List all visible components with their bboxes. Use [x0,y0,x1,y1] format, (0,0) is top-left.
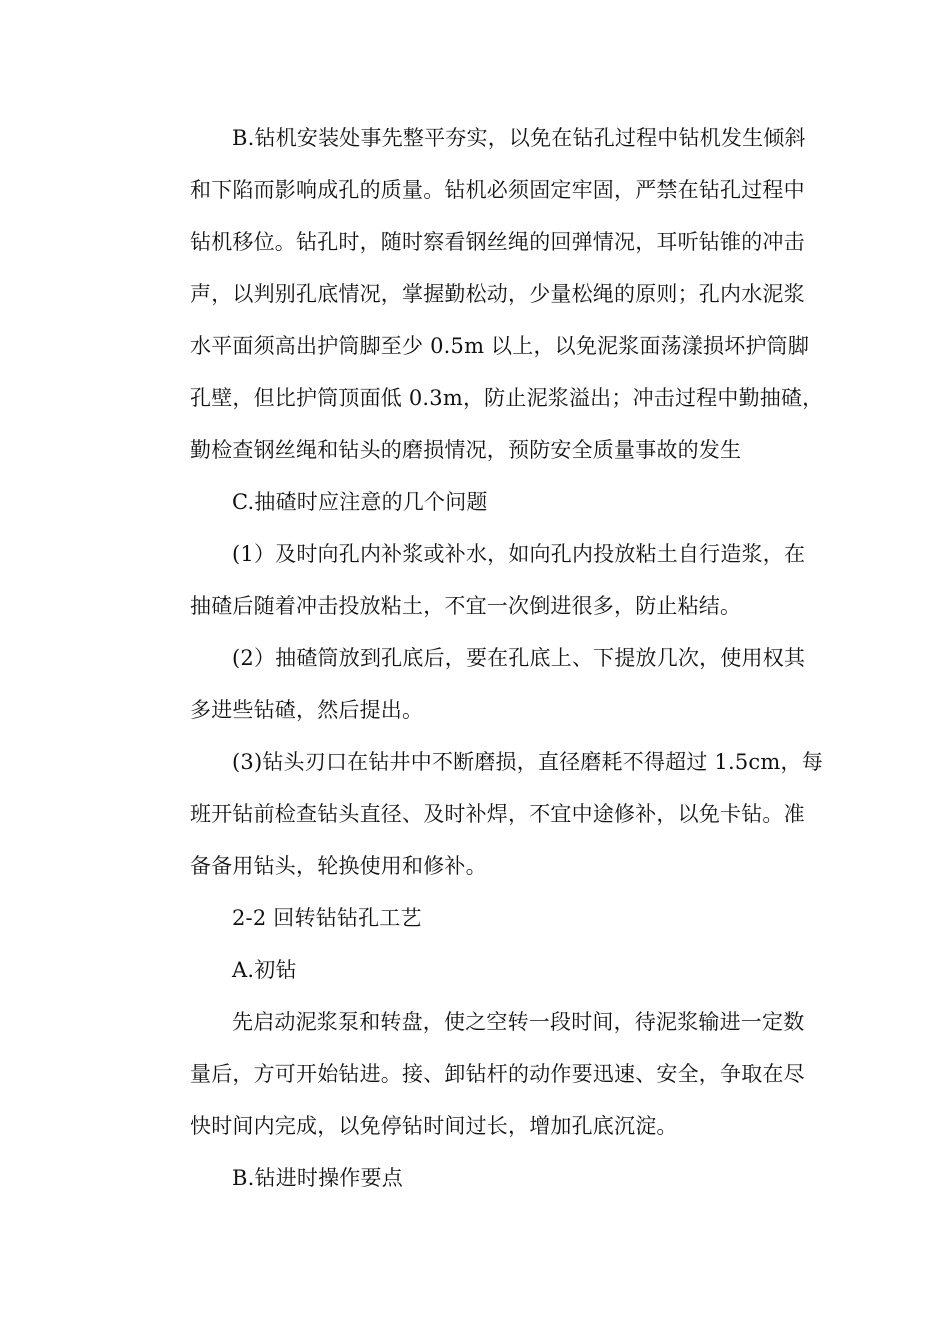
text-line: 孔壁，但比护筒顶面低 0.3m，防止泥浆溢出；冲击过程中勤抽碴， [190,386,824,410]
text-line: 班开钻前检查钻头直径、及时补焊，不宜中途修补，以免卡钻。准 [190,802,805,826]
text-line: 量后，方可开始钻进。接、卸钻杆的动作要迅速、安全，争取在尽 [190,1062,805,1086]
text-line: (3)钻头刃口在钻井中不断磨损，直径磨耗不得超过 1.5cm，每 [232,750,823,774]
heading-a-initial-drilling [148,944,800,996]
text-line: 和下陷而影响成孔的质量。钻机必须固定牢固，严禁在钻孔过程中 [190,178,805,202]
text-line: B.钻进时操作要点 [232,1166,403,1190]
text-line: 勤检查钢丝绳和钻头的磨损情况，预防安全质量事故的发生 [190,438,742,462]
heading-c-slag-removal [148,476,800,528]
text-line: 备备用钻头，轮换使用和修补。 [190,854,487,878]
text-line: 钻机移位。钻孔时，随时察看钢丝绳的回弹情况，耳听钻锥的冲击 [190,230,805,254]
text-line: 水平面须高出护筒脚至少 0.5m 以上，以免泥浆面荡漾损坏护筒脚 [190,334,810,358]
paragraph-item-1 [148,528,806,632]
text-line: (2）抽碴筒放到孔底后，要在孔底上、下提放几次，使用权其 [232,646,806,670]
text-line: 声，以判别孔底情况，掌握勤松动，少量松绳的原则；孔内水泥浆 [190,282,805,306]
text-line: 先启动泥浆泵和转盘，使之空转一段时间，待泥浆输进一定数 [232,1010,805,1034]
document-body [148,112,824,1204]
heading-b-drilling-key-points [148,1152,800,1204]
heading-rotary-drilling-process [148,892,800,944]
paragraph-item-2 [148,632,806,736]
text-line: C.抽碴时应注意的几个问题 [232,490,488,514]
paragraph-b-drill-installation [148,112,824,476]
text-line: (1）及时向孔内补浆或补水，如向孔内投放粘土自行造浆，在 [232,542,806,566]
text-line: B.钻机安装处事先整平夯实，以免在钻孔过程中钻机发生倾斜 [232,126,806,150]
text-line: 多进些钻碴，然后提出。 [190,698,424,722]
text-line: 抽碴后随着冲击投放粘土，不宜一次倒进很多，防止粘结。 [190,594,742,618]
text-line: 2-2 回转钻钻孔工艺 [232,906,422,930]
paragraph-item-3 [148,736,823,892]
text-line: 快时间内完成，以免停钻时间过长，增加孔底沉淀。 [190,1114,678,1138]
text-line: A.初钻 [232,958,297,982]
paragraph-initial-drilling [148,996,805,1152]
